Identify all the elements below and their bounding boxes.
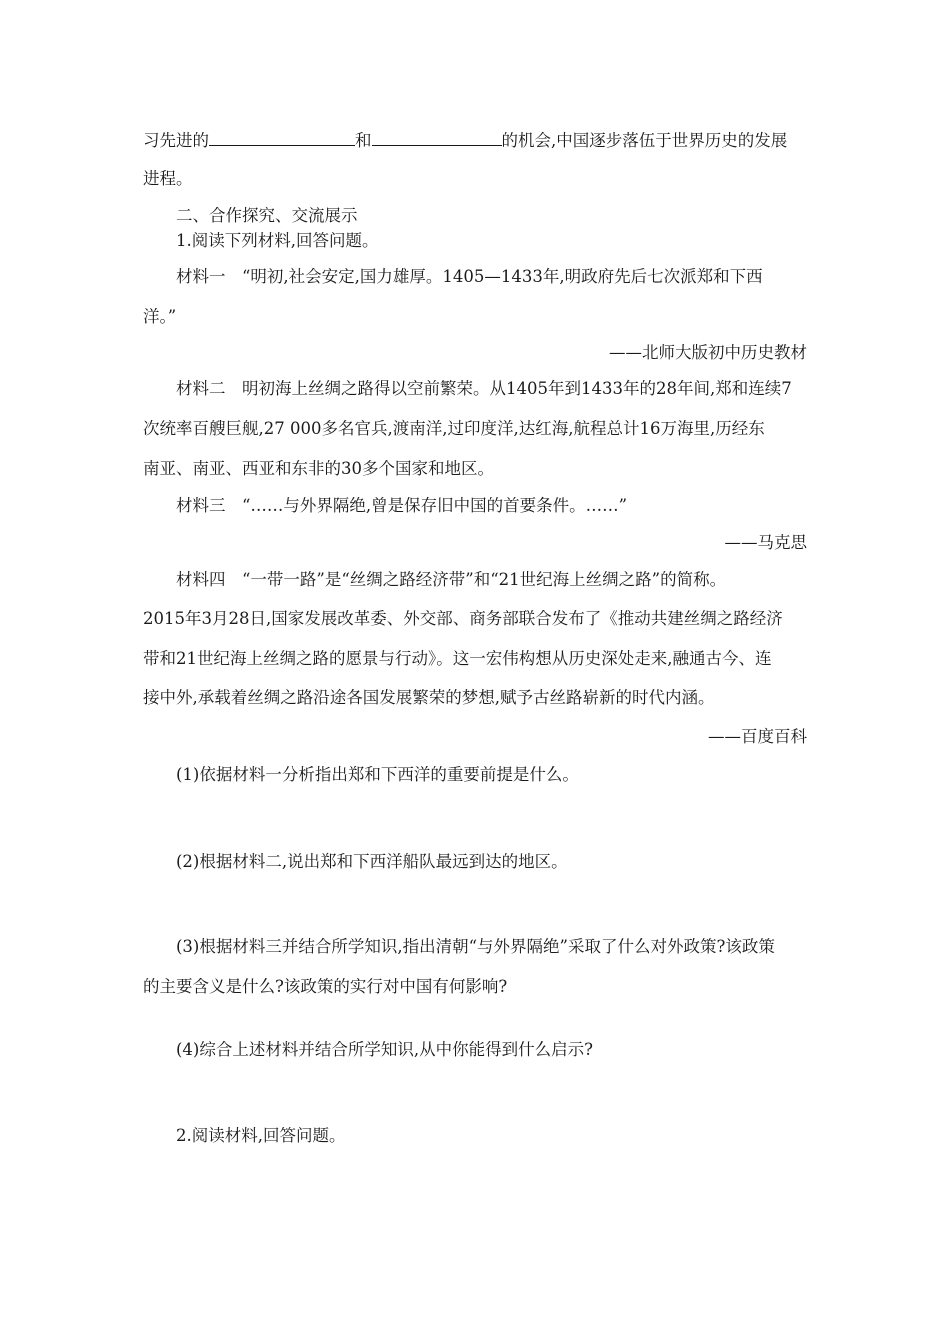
material-2-line: 南亚、南亚、西亚和东非的30多个国家和地区。 [143, 459, 494, 478]
text-segment: 的机会,中国逐步落伍于世界历史的发展 [501, 131, 788, 150]
fill-in-sentence [143, 127, 807, 153]
material-4-line: 带和21世纪海上丝绸之路的愿景与行动》。这一宏伟构想从历史深处走来,融通古今、连 [143, 649, 772, 668]
section-title: 二、合作探究、交流展示 [176, 206, 358, 225]
material-4-line: 材料四 “一带一路”是“丝绸之路经济带”和“21世纪海上丝绸之路”的简称。 [176, 570, 727, 589]
material-4-line: 接中外,承载着丝绸之路沿途各国发展繁荣的梦想,赋予古丝路崭新的时代内涵。 [143, 688, 715, 707]
material-1-line: 材料一 “明初,社会安定,国力雄厚。1405—1433年,明政府先后七次派郑和下西 [176, 267, 763, 286]
material-1-line: 洋。” [143, 307, 177, 326]
sub-question-3: (3)根据材料三并结合所学知识,指出清朝“与外界隔绝”采取了什么对外政策?该政策 [176, 937, 775, 956]
sub-question-4: (4)综合上述材料并结合所学知识,从中你能得到什么启示? [176, 1040, 593, 1059]
sub-question-2: (2)根据材料二,说出郑和下西洋船队最远到达的地区。 [176, 852, 568, 871]
sub-question-1: (1)依据材料一分析指出郑和下西洋的重要前提是什么。 [176, 765, 579, 784]
question-2-intro: 2.阅读材料,回答问题。 [176, 1126, 346, 1145]
material-4-source: ——百度百科 [708, 727, 807, 746]
material-2-line: 材料二 明初海上丝绸之路得以空前繁荣。从1405年到1433年的28年间,郑和连续7 [176, 379, 792, 398]
answer-blank-2[interactable] [372, 127, 502, 146]
question-1-intro: 1.阅读下列材料,回答问题。 [176, 231, 379, 250]
material-3-source: ——马克思 [724, 533, 807, 552]
material-4-line: 2015年3月28日,国家发展改革委、外交部、商务部联合发布了《推动共建丝绸之路经济 [143, 609, 783, 628]
material-1-source: ——北师大版初中历史教材 [609, 343, 807, 362]
material-3-line: 材料三 “……与外界隔绝,曾是保存旧中国的首要条件。……” [176, 496, 628, 515]
text-segment: 习先进的 [143, 131, 209, 150]
sub-question-3-cont: 的主要含义是什么?该政策的实行对中国有何影响? [143, 977, 508, 996]
text-line: 进程。 [143, 169, 193, 188]
answer-blank-1[interactable] [209, 127, 355, 146]
material-2-line: 次统率百艘巨舰,27 000多名官兵,渡南洋,过印度洋,达红海,航程总计16万海里,历经东 [143, 419, 765, 438]
text-segment: 和 [355, 131, 372, 150]
